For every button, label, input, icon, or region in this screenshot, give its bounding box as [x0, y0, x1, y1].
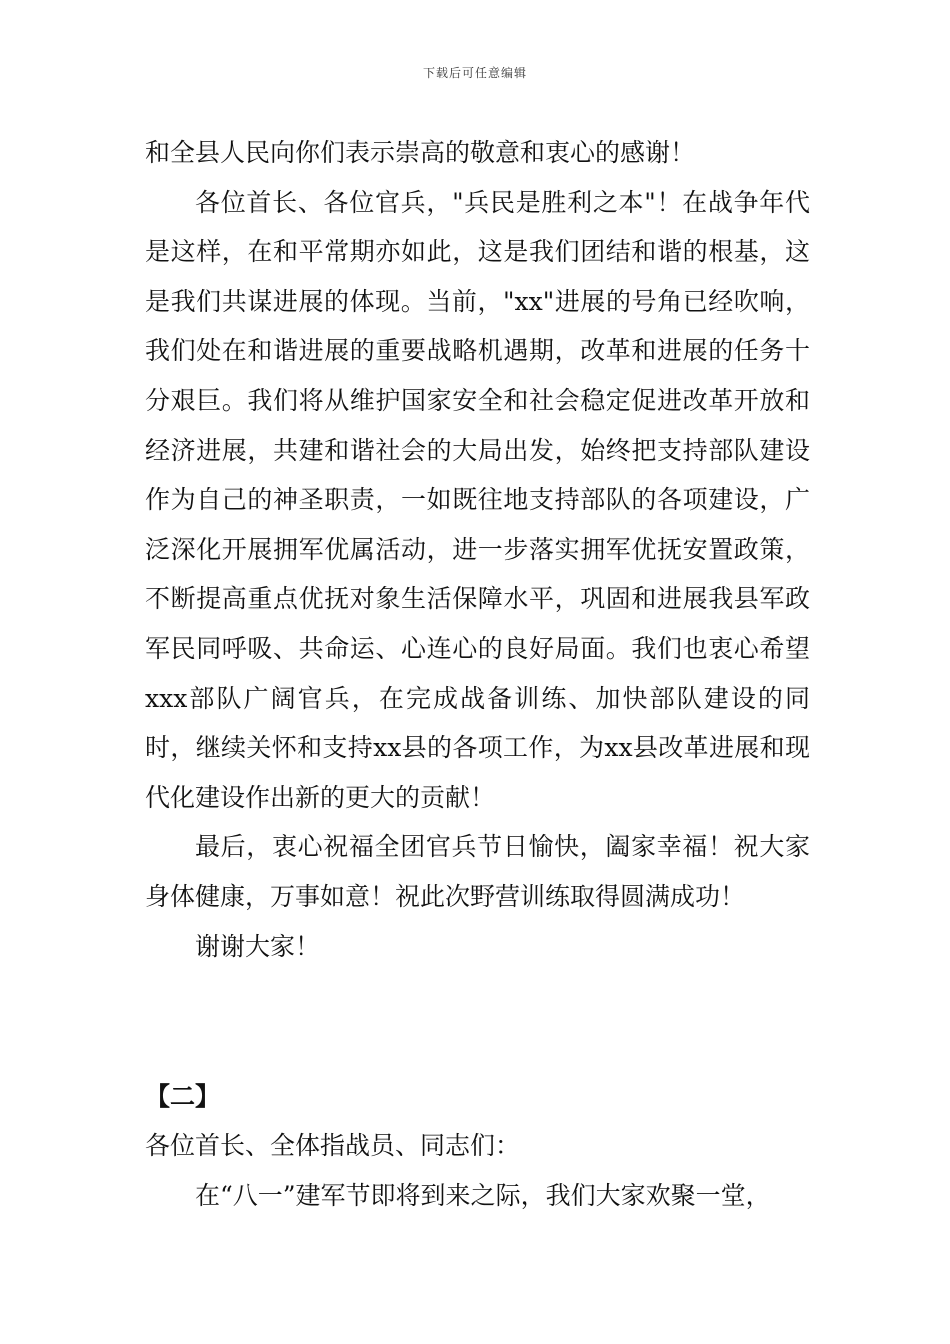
section-heading: 【二】: [145, 1082, 221, 1111]
speech-body: [145, 128, 810, 971]
closing-line-continuation: 和全县人民向你们表示崇高的敬意和衷心的感谢！: [145, 138, 696, 167]
page-header: 下载后可任意编辑: [422, 66, 527, 80]
blessing-paragraph: 最后，衷心祝福全团官兵节日愉快，阖家幸福！祝大家身体健康，万事如意！祝此次野营训练取得圆满成功！: [145, 832, 810, 911]
main-paragraph: 各位首长、各位官兵，"兵民是胜利之本"！在战争年代是这样，在和平常期亦如此，这是我们团结和谐的根基，这是我们共谋进展的体现。当前，"xx"进展的号角已经吹响，我们处在和谐进展的重要战略机遇期，改革和进展的任务十分艰巨。我们将从维护国家安全和社会稳定促进改革开放和经济进展，共建和谐社会的大局出发，始终把支持部队建设作为自己的神圣职责，一如既往地支持部队的各项建设，广泛深化开展拥军优属活动，进一步落实拥军优抚安置政策，不断提高重点优抚对象生活保障水平，巩固和进展我县军政军民同呼吸、共命运、心连心的良好局面。我们也衷心希望xxx部队广阔官兵，在完成战备训练、加快部队建设的同时，继续关怀和支持xx县的各项工作，为xx县改革进展和现代化建设作出新的更大的贡献！: [145, 187, 810, 812]
section-two-body: [145, 1121, 820, 1220]
salutation: 各位首长、全体指战员、同志们：: [145, 1131, 521, 1160]
thanks-paragraph: 谢谢大家！: [195, 931, 321, 961]
opening-paragraph: 在“八一”建军节即将到来之际，我们大家欢聚一堂，: [195, 1180, 771, 1210]
